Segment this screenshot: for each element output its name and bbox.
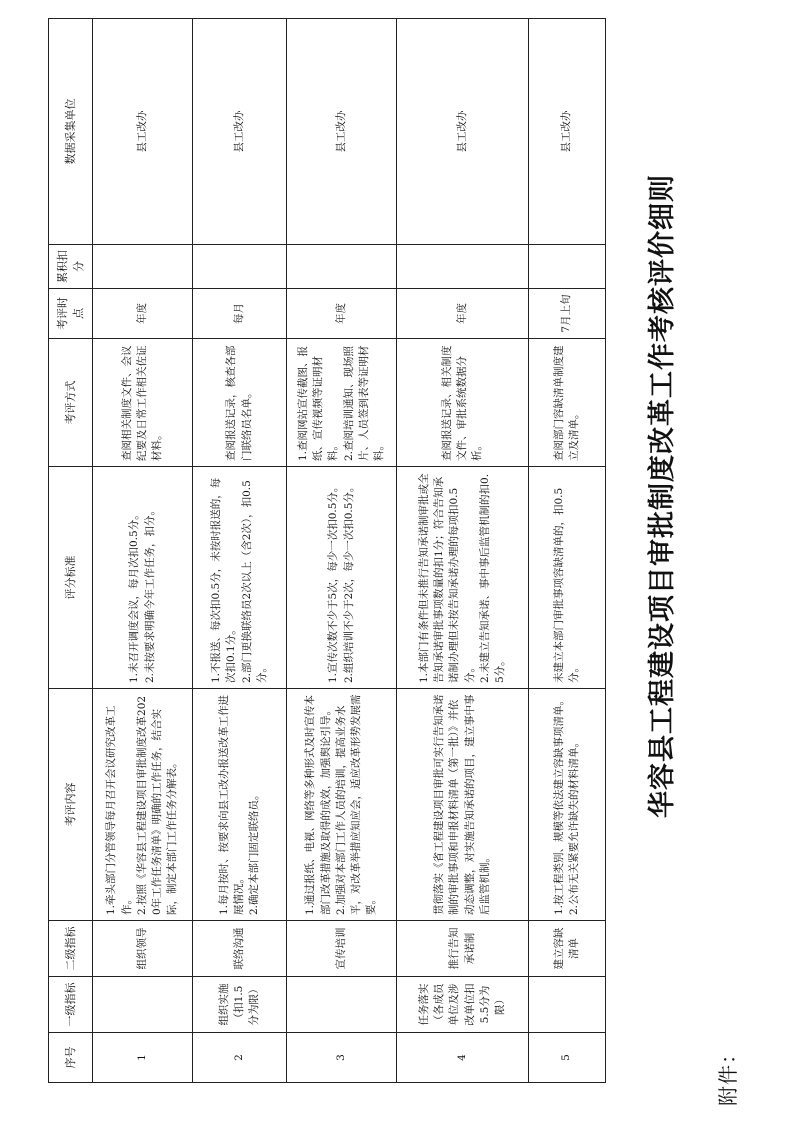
row-standard: 1.本部门有条件但未推行告知承诺制审批或全告知承诺审批事项数量的扣1分；符合告知承诺制办理但未按告知承诺办理的每项扣0.5分。 2.未建立告知承诺、事中事后监管机制的扣0.5分。 — [397, 467, 529, 689]
table-row — [193, 19, 287, 1083]
row-content: 1.通过报纸、电视、网络等多种形式及时宣传本部门改革措施及取得的成效，加强舆论引导。 2.加强对本部门工作人员的培训，提高业务水平，对改革举措应知应会，适应改革形势发展需要。 — [287, 689, 397, 921]
row-time: 年度 — [287, 289, 397, 339]
evaluation-table — [48, 18, 606, 1083]
header-seq: 序号 — [49, 1033, 93, 1083]
row-level1 — [287, 977, 397, 1033]
row-level1: 组织实施（扣1.5分为限） — [193, 977, 287, 1033]
table-row — [93, 19, 193, 1083]
attachment-label: 附件： — [716, 1043, 740, 1106]
row-content: 贯彻落实《省工程建设项目审批可实行告知承诺制的审批事项和申报材料清单（第一批）》并依动态调整，对实施告知承诺的项目，建立事中事后监管机制。 — [397, 689, 529, 921]
row-level2: 联络沟通 — [193, 921, 287, 977]
row-unit: 县工改办 — [397, 19, 529, 245]
row-method: 1.查阅网站宣传截图、报纸、宣传视频等证明材料。 2.查阅培训通知、现场照片、人员签到表等证明材料。 — [287, 339, 397, 467]
row-score — [287, 245, 397, 289]
row-method: 查阅报送记录，核查各部门联络员名单。 — [193, 339, 287, 467]
header-score: 累积扣分 — [49, 245, 93, 289]
row-time: 年度 — [93, 289, 193, 339]
row-level2: 宣传培训 — [287, 921, 397, 977]
header-unit: 数据采集单位 — [49, 19, 93, 245]
row-unit: 县工改办 — [529, 19, 606, 245]
row-unit: 县工改办 — [287, 19, 397, 245]
row-standard: 1.宣传次数不少于5次，每少一次扣0.5分。 2.组织培训不少于2次，每少一次扣0.5分。 — [287, 467, 397, 689]
row-seq: 1 — [93, 1033, 193, 1083]
row-method: 查阅报送记录、相关制度文件、审批系统数据分析。 — [397, 339, 529, 467]
row-content: 1.牵头部门分管领导每月召开会议研究改革工作。 2.按照《华容县工程建设项目审批制度改革2020年工作任务清单》明确的工作任务，结合实际，制定本部门工作任务分解表。 — [93, 689, 193, 921]
row-seq: 2 — [193, 1033, 287, 1083]
header-content: 考评内容 — [49, 689, 93, 921]
header-row — [49, 19, 93, 1083]
row-time: 年度 — [397, 289, 529, 339]
row-level1 — [93, 977, 193, 1033]
row-seq: 3 — [287, 1033, 397, 1083]
row-unit: 县工改办 — [193, 19, 287, 245]
row-standard: 1.未召开调度会议，每月次扣0.5分。 2.未按要求明确今年工作任务，扣分。 — [93, 467, 193, 689]
row-content: 1.按工程类别、规模等依法建立容缺事项清单。 2.公布无关紧要允许缺失的材料清单。 — [529, 689, 606, 921]
row-score — [397, 245, 529, 289]
row-seq: 4 — [397, 1033, 529, 1083]
document-title: 华容县工程建设项目审批制度改革工作考核评价细则 — [647, 174, 678, 818]
table-row — [397, 19, 529, 1083]
row-method: 查阅相关制度文件、会议纪要及日常工作相关佐证材料。 — [93, 339, 193, 467]
row-level1: 任务落实（各成员单位及涉改单位扣5.5分为限） — [397, 977, 529, 1033]
header-time: 考评时点 — [49, 289, 93, 339]
header-level2: 二级指标 — [49, 921, 93, 977]
row-level1 — [529, 977, 606, 1033]
row-standard: 未建立本部门审批事项容缺清单的，扣0.5分。 — [529, 467, 606, 689]
header-level1: 一级指标 — [49, 977, 93, 1033]
row-unit: 县工改办 — [93, 19, 193, 245]
header-standard: 评分标准 — [49, 467, 93, 689]
table-row — [287, 19, 397, 1083]
row-level2: 建立容缺清单 — [529, 921, 606, 977]
row-method: 查阅部门容缺清单制度建立及清单。 — [529, 339, 606, 467]
row-time: 每月 — [193, 289, 287, 339]
row-score — [193, 245, 287, 289]
row-score — [529, 245, 606, 289]
row-time: 7月上旬 — [529, 289, 606, 339]
header-method: 考评方式 — [49, 339, 93, 467]
row-score — [93, 245, 193, 289]
row-seq: 5 — [529, 1033, 606, 1083]
row-standard: 1.不报送、每次扣0.5分，未按时报送的，每次扣0.1分。 2.部门更换联络员2次以上（含2次），扣0.5分。 — [193, 467, 287, 689]
row-level2: 推行告知承诺制 — [397, 921, 529, 977]
row-content: 1.每月按时、按要求向县工改办报送改革工作进展情况。 2.确定本部门固定联络员。 — [193, 689, 287, 921]
row-level2: 组织领导 — [93, 921, 193, 977]
table-row — [529, 19, 606, 1083]
